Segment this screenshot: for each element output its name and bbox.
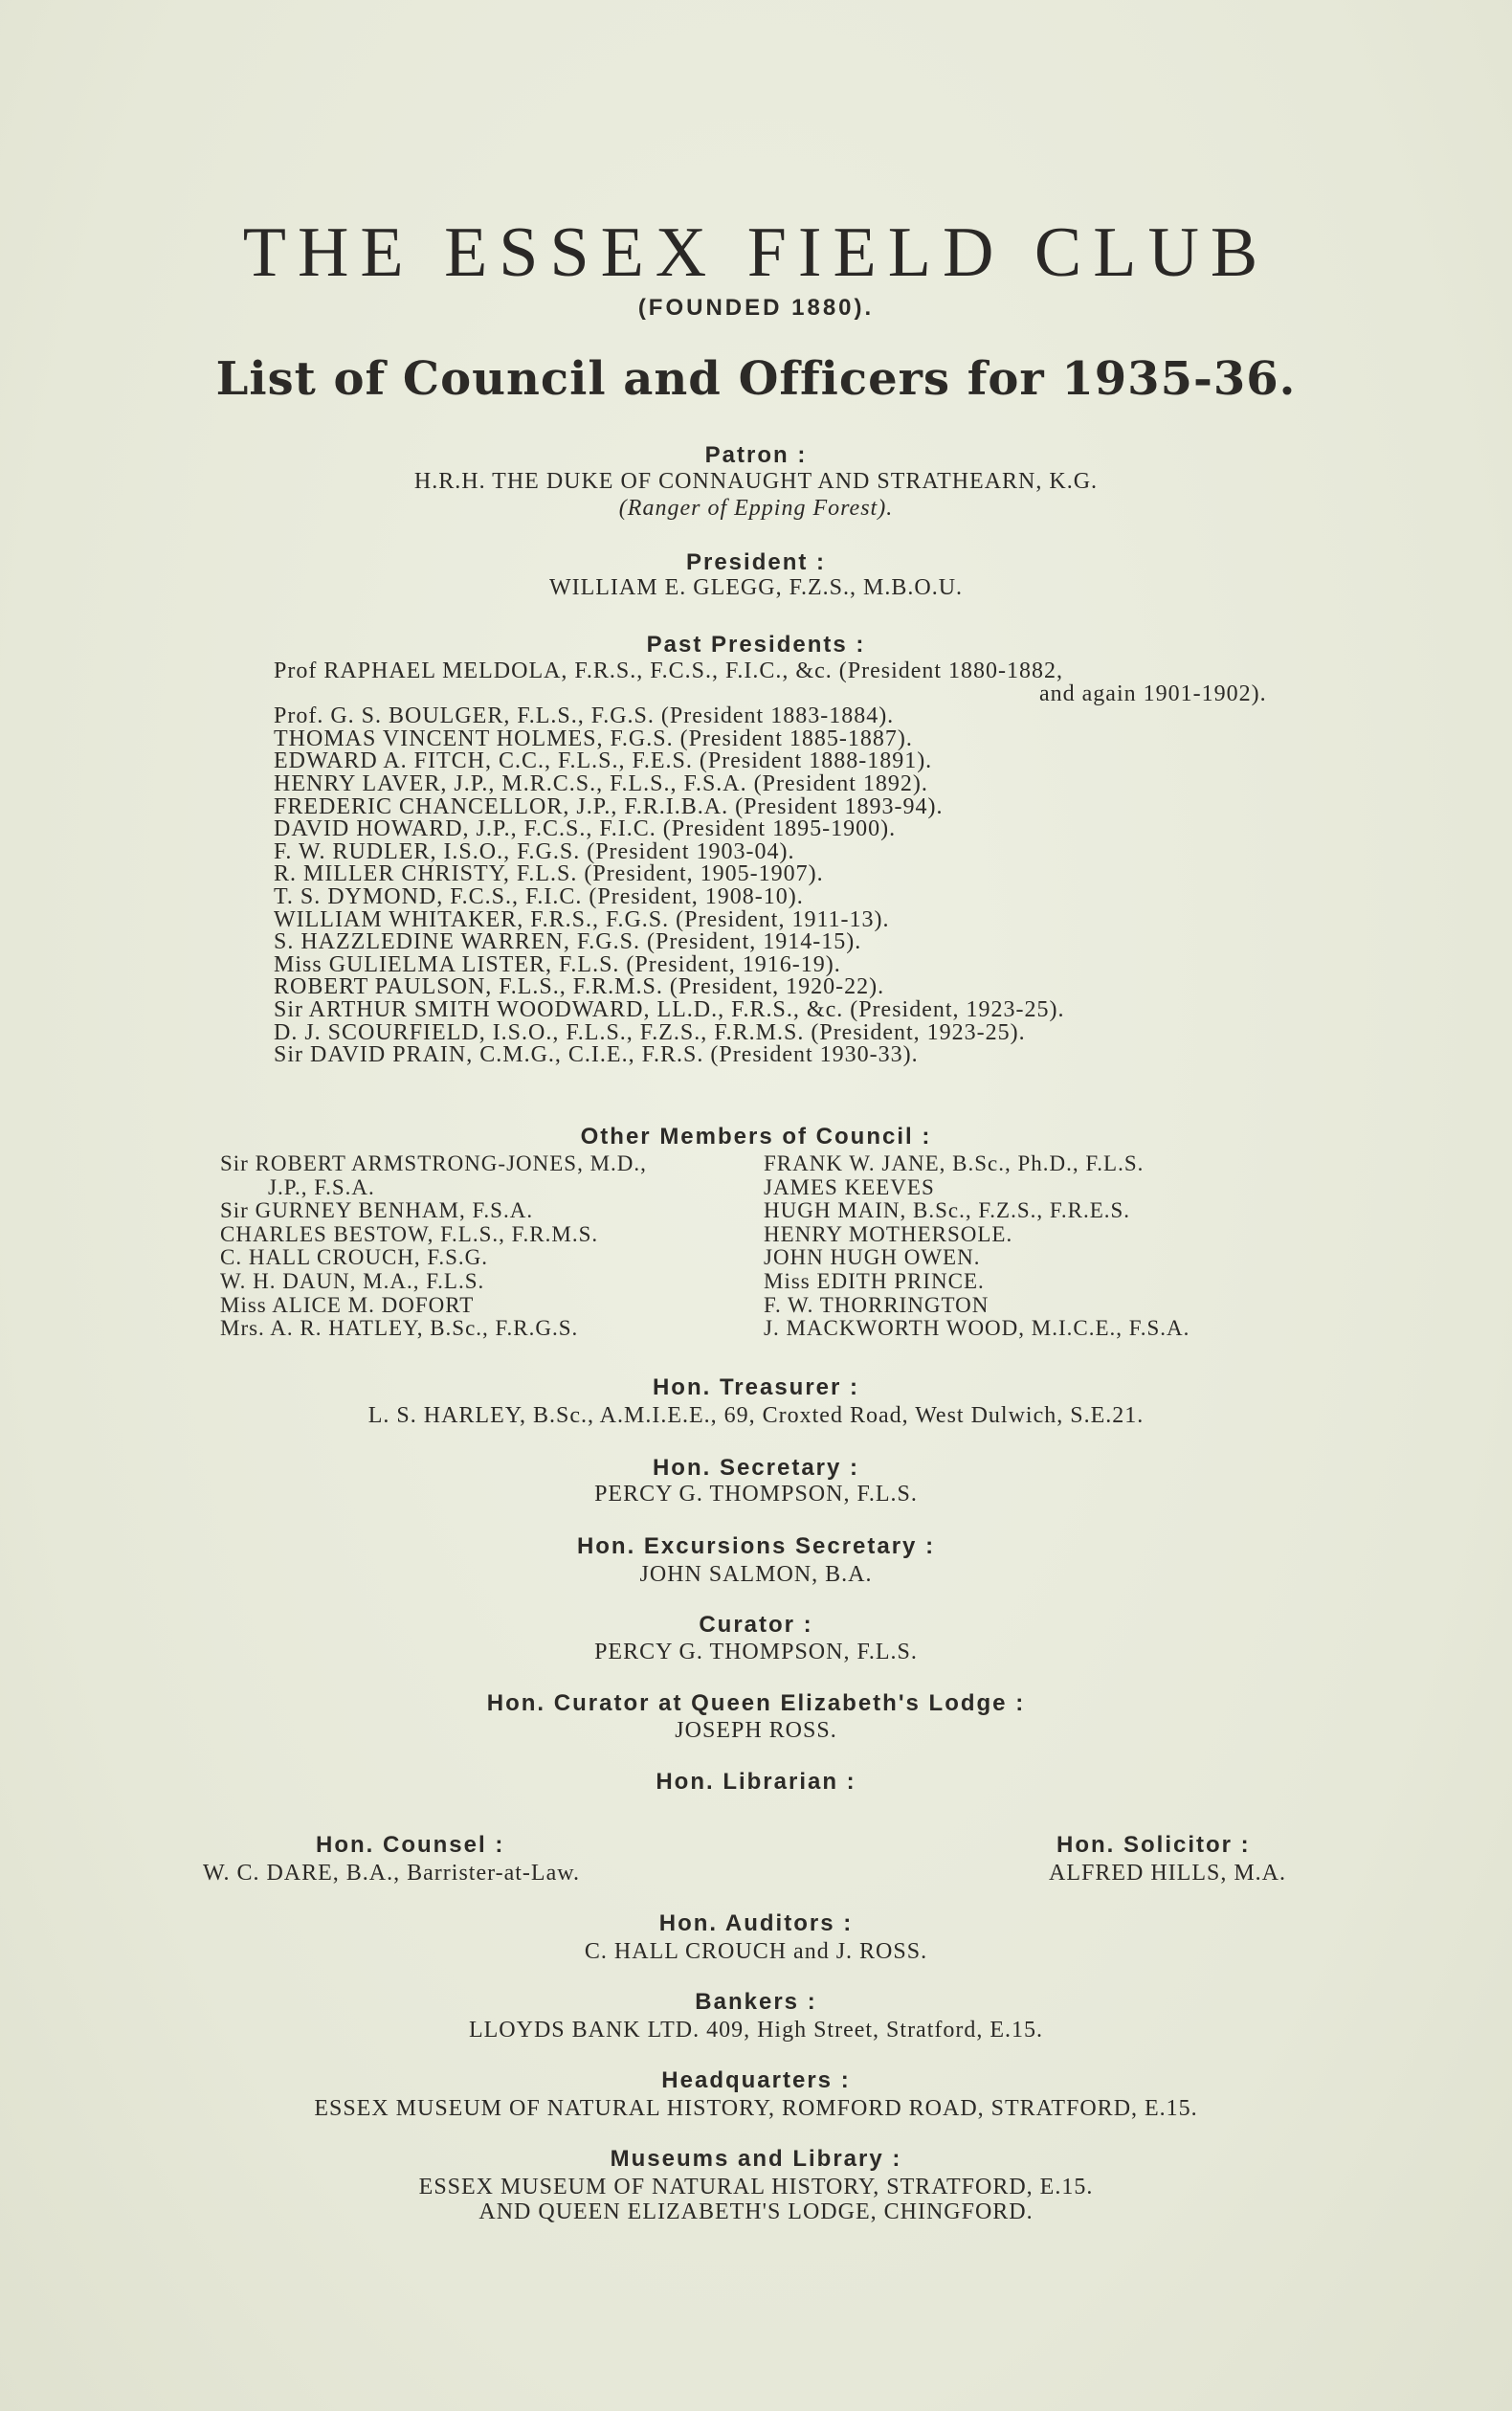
council-left-column	[220, 1152, 647, 1341]
past-president-entry: R. MILLER CHRISTY, F.L.S. (President, 1905-1907).	[274, 861, 824, 887]
council-member: J.P., F.S.A.	[268, 1174, 375, 1199]
council-member: JOHN HUGH OWEN.	[764, 1245, 981, 1270]
secretary-heading: Hon. Secretary :	[652, 1455, 860, 1481]
council-member: Sir GURNEY BENHAM, F.S.A.	[220, 1198, 534, 1223]
past-president-entry: D. J. SCOURFIELD, I.S.O., F.L.S., F.Z.S., F.R.M.S. (President, 1923-25).	[274, 1019, 1026, 1045]
past-president-entry: EDWARD A. FITCH, C.C., F.L.S., F.E.S. (President 1888-1891).	[274, 748, 933, 774]
auditors-heading: Hon. Auditors :	[658, 1910, 854, 1936]
past-president-entry: WILLIAM WHITAKER, F.R.S., F.G.S. (President, 1911-13).	[274, 906, 890, 932]
council-member: JAMES KEEVES	[764, 1174, 935, 1199]
council-member: C. HALL CROUCH, F.S.G.	[220, 1245, 489, 1270]
patron-name: H.R.H. THE DUKE OF CONNAUGHT AND STRATHEARN, K.G.	[413, 469, 1099, 494]
counsel-name: W. C. DARE, B.A., Barrister-at-Law.	[203, 1861, 581, 1886]
museums-heading: Museums and Library :	[610, 2146, 902, 2172]
council-member: F. W. THORRINGTON	[764, 1292, 989, 1317]
club-title: THE ESSEX FIELD CLUB	[242, 213, 1270, 292]
council-member: W. H. DAUN, M.A., F.L.S.	[220, 1268, 485, 1293]
past-presidents-heading: Past Presidents :	[646, 632, 866, 658]
past-president-entry: Sir ARTHUR SMITH WOODWARD, LL.D., F.R.S., &c. (President, 1923-25).	[274, 996, 1065, 1022]
president-name: WILLIAM E. GLEGG, F.Z.S., M.B.O.U.	[548, 575, 964, 600]
past-president-entry: F. W. RUDLER, I.S.O., F.G.S. (President 1903-04).	[274, 838, 795, 864]
council-heading: Other Members of Council :	[580, 1124, 932, 1150]
headquarters-name: ESSEX MUSEUM OF NATURAL HISTORY, ROMFORD ROAD, STRATFORD, E.15.	[314, 2096, 1198, 2121]
librarian-heading: Hon. Librarian :	[656, 1769, 856, 1795]
founded-line: (FOUNDED 1880).	[637, 295, 875, 321]
curator-name: PERCY G. THOMPSON, F.L.S.	[594, 1640, 918, 1664]
past-president-entry: Prof RAPHAEL MELDOLA, F.R.S., F.C.S., F.I.C., &c. (President 1880-1882,	[274, 659, 1064, 683]
headquarters-heading: Headquarters :	[661, 2067, 851, 2093]
past-president-entry: ROBERT PAULSON, F.L.S., F.R.M.S. (President, 1920-22).	[274, 974, 885, 1000]
past-president-entry: HENRY LAVER, J.P., M.R.C.S., F.L.S., F.S.A. (President 1892).	[274, 770, 928, 796]
bankers-heading: Bankers :	[695, 1989, 817, 2015]
past-president-entry: Miss GULIELMA LISTER, F.L.S. (President, 1916-19).	[274, 951, 841, 977]
president-heading: President :	[685, 549, 827, 575]
patron-note: (Ranger of Epping Forest).	[618, 496, 894, 521]
council-member: Mrs. A. R. HATLEY, B.Sc., F.R.G.S.	[220, 1316, 579, 1341]
council-member: HENRY MOTHERSOLE.	[764, 1221, 1013, 1246]
past-president-entry: THOMAS VINCENT HOLMES, F.G.S. (President 1885-1887).	[274, 726, 913, 751]
past-president-entry: T. S. DYMOND, F.C.S., F.I.C. (President, 1908-10).	[274, 883, 804, 909]
past-president-entry: and again 1901-1902).	[1039, 681, 1267, 706]
council-member: Sir ROBERT ARMSTRONG-JONES, M.D.,	[220, 1151, 647, 1175]
treasurer-name: L. S. HARLEY, B.Sc., A.M.I.E.E., 69, Croxted Road, West Dulwich, S.E.21.	[367, 1403, 1145, 1428]
auditors-name: C. HALL CROUCH and J. ROSS.	[584, 1939, 928, 1964]
excursions-secretary-heading: Hon. Excursions Secretary :	[576, 1533, 936, 1559]
past-president-entry: FREDERIC CHANCELLOR, J.P., F.R.I.B.A. (President 1893-94).	[274, 793, 944, 819]
excursions-secretary-name: JOHN SALMON, B.A.	[639, 1562, 873, 1587]
council-member: Miss ALICE M. DOFORT	[220, 1292, 475, 1317]
treasurer-heading: Hon. Treasurer :	[652, 1374, 860, 1400]
council-member: HUGH MAIN, B.Sc., F.Z.S., F.R.E.S.	[764, 1198, 1131, 1223]
patron-heading: Patron :	[704, 442, 808, 468]
museums-line: ESSEX MUSEUM OF NATURAL HISTORY, STRATFORD, E.15.	[418, 2175, 1094, 2199]
counsel-heading: Hon. Counsel :	[316, 1832, 505, 1858]
list-subtitle: List of Council and Officers for 1935-36.	[215, 352, 1297, 406]
past-president-entry: Sir DAVID PRAIN, C.M.G., C.I.E., F.R.S. (President 1930-33).	[274, 1042, 919, 1068]
past-president-entry: DAVID HOWARD, J.P., F.C.S., F.I.C. (President 1895-1900).	[274, 816, 897, 842]
secretary-name: PERCY G. THOMPSON, F.L.S.	[594, 1482, 918, 1507]
past-president-entry: S. HAZZLEDINE WARREN, F.G.S. (President, 1914-15).	[274, 929, 862, 955]
council-member: Miss EDITH PRINCE.	[764, 1268, 985, 1293]
council-member: J. MACKWORTH WOOD, M.I.C.E., F.S.A.	[764, 1316, 1190, 1341]
solicitor-heading: Hon. Solicitor :	[1056, 1832, 1251, 1858]
bankers-name: LLOYDS BANK LTD. 409, High Street, Stratford, E.15.	[468, 2018, 1044, 2043]
council-member: CHARLES BESTOW, F.L.S., F.R.M.S.	[220, 1221, 599, 1246]
past-president-entry: Prof. G. S. BOULGER, F.L.S., F.G.S. (President 1883-1884).	[274, 703, 895, 729]
curator-heading: Curator :	[699, 1612, 813, 1638]
past-presidents-list	[274, 660, 1267, 1067]
lodge-curator-heading: Hon. Curator at Queen Elizabeth's Lodge :	[486, 1690, 1026, 1716]
solicitor-name: ALFRED HILLS, M.A.	[1049, 1861, 1287, 1886]
council-member: FRANK W. JANE, B.Sc., Ph.D., F.L.S.	[764, 1151, 1145, 1175]
lodge-curator-name: JOSEPH ROSS.	[675, 1718, 837, 1743]
council-right-column	[764, 1152, 1190, 1341]
museums-line: AND QUEEN ELIZABETH'S LODGE, CHINGFORD.	[478, 2199, 1034, 2224]
